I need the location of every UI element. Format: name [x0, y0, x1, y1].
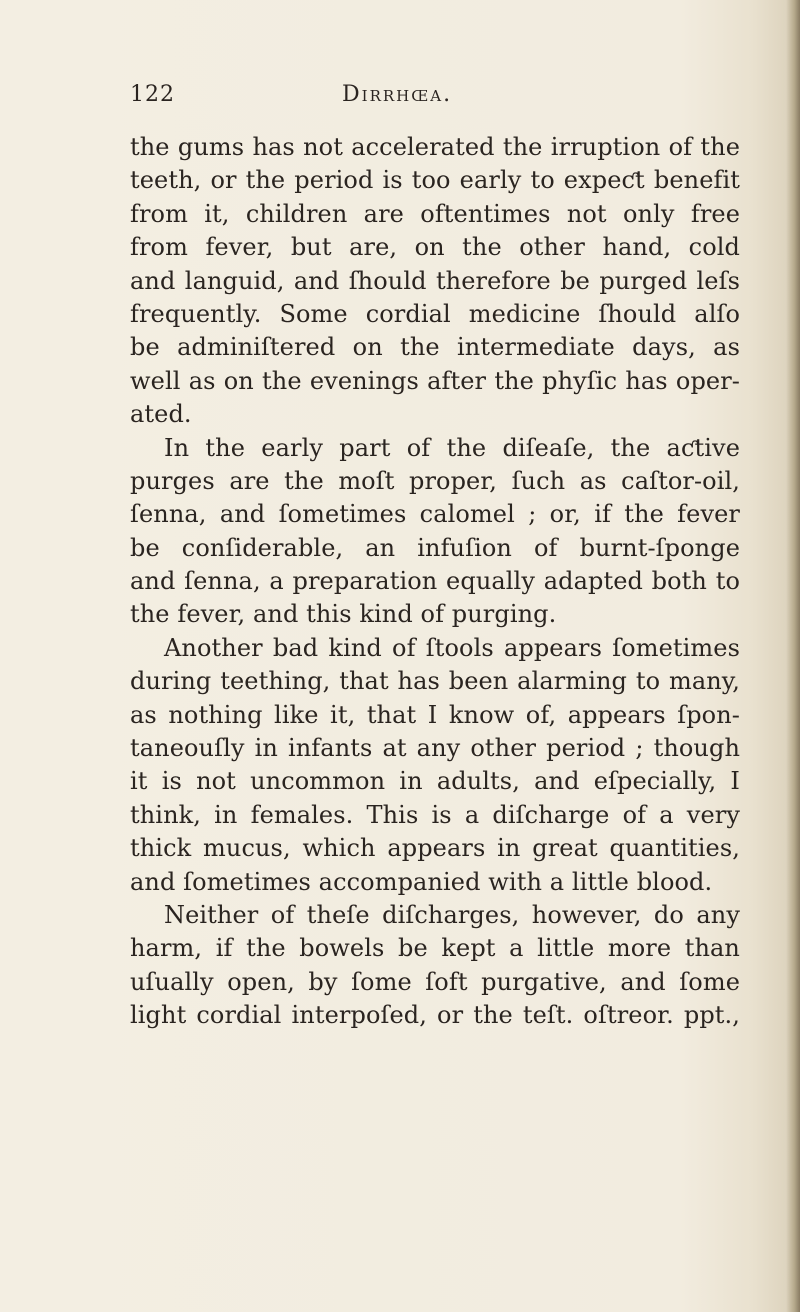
paragraph-start-line: Neither of theſe diſcharges, however, do any [164, 900, 740, 929]
text-line: be conſiderable, an infuſion of burnt-ſponge [130, 533, 740, 562]
page-number: 122 [130, 82, 175, 107]
text-line: teeth, or the period is too early to expeƈt benefit [130, 166, 740, 195]
text-line: from it, children are oftentimes not only free [130, 199, 740, 228]
text-line: thick mucus, which appears in great quantities, [130, 834, 740, 863]
text-line: frequently. Some cordial medicine ſhould alſo [130, 299, 740, 328]
running-head [130, 82, 730, 122]
text-line: purges are the moſt proper, ſuch as caſtor-oil, [130, 466, 740, 495]
text-line: and languid, and ſhould therefore be purged leſs [130, 266, 740, 295]
page-edge-shadow [786, 0, 800, 1312]
paragraph-start-line: Another bad kind of ſtools appears ſometimes [164, 633, 740, 662]
text-line: it is not uncommon in adults, and eſpecially, I [130, 767, 740, 796]
text-line: and ſenna, a preparation equally adapted both to [130, 567, 740, 596]
text-line: and ſometimes accompanied with a little blood. [130, 867, 713, 896]
text-line: ſenna, and ſometimes calomel ; or, if the fever [130, 500, 740, 529]
text-line: the gums has not accelerated the irruption of the [130, 133, 740, 161]
text-line: from fever, but are, on the other hand, cold [130, 233, 740, 262]
text-line: light cordial interpoſed, or the teſt. oſtreor. ppt., [130, 1001, 740, 1030]
body-text [130, 131, 740, 1033]
text-line: think, in females. This is a diſcharge of a very [130, 800, 740, 829]
text-line: during teething, that has been alarming to many, [130, 667, 740, 696]
text-line: ated. [130, 400, 192, 429]
paragraph-start-line: In the early part of the diſeaſe, the aƈtive [164, 433, 740, 462]
running-title: Dirrhœa. [342, 82, 453, 107]
text-line: uſually open, by ſome ſoft purgative, and ſome [130, 967, 740, 996]
text-line: harm, if the bowels be kept a little more than [130, 934, 740, 963]
text-line: be adminiſtered on the intermediate days, as [130, 333, 740, 362]
text-line: taneouſly in infants at any other period ; though [130, 734, 740, 763]
text-line: as nothing like it, that I know of, appears ſpon- [130, 700, 740, 729]
text-line: the fever, and this kind of purging. [130, 600, 557, 629]
text-line: well as on the evenings after the phyſic has oper- [130, 366, 740, 395]
